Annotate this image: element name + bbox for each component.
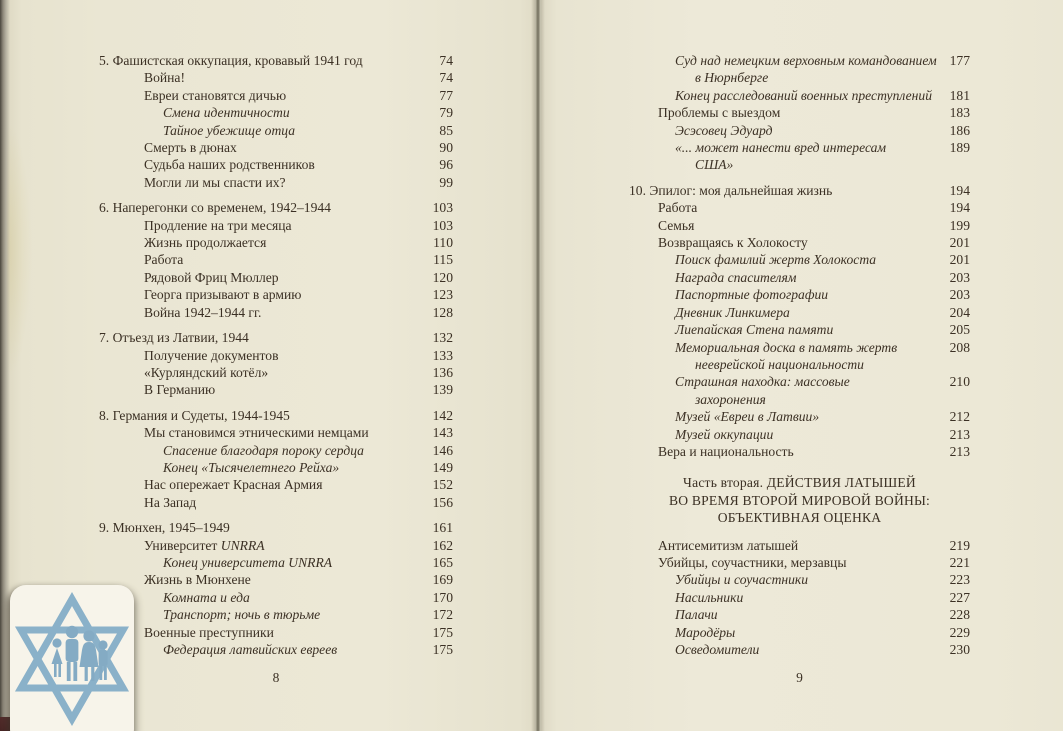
toc-entry-page-ref: 227 xyxy=(949,589,970,605)
toc-entry-title: Страшная находка: массовые xyxy=(675,374,850,390)
toc-entry-title: Лиепайская Стена памяти xyxy=(675,322,834,338)
toc-entry-row xyxy=(99,424,453,441)
page-edge-shadow xyxy=(0,0,10,731)
toc-entry-page-ref: 194 xyxy=(949,200,970,216)
part-heading xyxy=(629,474,970,526)
toc-entry-page-ref: 136 xyxy=(432,364,453,380)
toc-entry-title: 10. Эпилог: моя дальнейшая жизнь xyxy=(629,182,833,198)
toc-entry-row xyxy=(629,624,970,641)
toc-entry-title: 8. Германия и Судеты, 1944-1945 xyxy=(99,407,290,423)
toc-entry-title: В Германию xyxy=(144,382,216,398)
toc-entry-row xyxy=(629,408,970,425)
toc-entry-title: Мародёры xyxy=(675,624,736,640)
toc-entry-title: Убийцы, соучастники, мерзавцы xyxy=(658,554,847,570)
toc-entry-title: Смена идентичности xyxy=(163,105,290,121)
toc-entry-page-ref: 172 xyxy=(432,607,453,623)
part-heading-line: Часть вторая. ДЕЙСТВИЯ ЛАТЫШЕЙ xyxy=(683,475,916,491)
toc-left xyxy=(99,52,453,658)
toc-entry-row xyxy=(99,364,453,381)
toc-entry-page-ref: 199 xyxy=(949,217,970,233)
toc-entry-title: Жизнь в Мюнхене xyxy=(144,572,251,588)
toc-entry-title-line2: США» xyxy=(695,157,734,173)
toc-entry-title: Рядовой Фриц Мюллер xyxy=(144,269,279,285)
toc-entry-row xyxy=(629,269,970,286)
toc-entry-title: Война 1942–1944 гг. xyxy=(144,304,262,320)
toc-entry-page-ref: 156 xyxy=(432,494,453,510)
toc-entry-row xyxy=(99,122,453,139)
toc-entry-page-ref: 128 xyxy=(432,304,453,320)
toc-entry-row xyxy=(629,286,970,303)
toc-chapter-row xyxy=(99,199,453,216)
toc-entry-page-ref: 120 xyxy=(432,269,453,285)
toc-entry-row xyxy=(99,269,453,286)
toc-entry-row xyxy=(99,641,453,658)
toc-entry-title: Продление на три месяца xyxy=(144,217,292,233)
toc-entry-title: Федерация латвийских евреев xyxy=(163,642,338,657)
toc-entry-row xyxy=(629,217,970,234)
publisher-logo xyxy=(10,585,134,731)
toc-entry-page-ref: 223 xyxy=(949,572,970,588)
toc-entry-title-line2: захоронения xyxy=(695,391,766,407)
toc-entry-page-ref: 219 xyxy=(949,537,970,553)
toc-entry-page-ref: 152 xyxy=(432,477,453,493)
toc-entry-title: Проблемы с выездом xyxy=(658,105,781,121)
toc-entry-row xyxy=(629,104,970,121)
toc-entry-page-ref: 99 xyxy=(439,174,453,190)
toc-entry-title: Вера и национальность xyxy=(658,443,794,459)
toc-entry-title: Конец университета UNRRA xyxy=(163,554,333,570)
toc-entry-title: Убийцы и соучастники xyxy=(675,572,809,588)
toc-entry-page-ref: 133 xyxy=(432,347,453,363)
toc-entry-continuation xyxy=(629,69,970,86)
toc-entry-row xyxy=(99,571,453,588)
toc-entry-page-ref: 146 xyxy=(432,442,453,458)
toc-entry-page-ref: 204 xyxy=(949,304,970,320)
toc-entry-page-ref: 213 xyxy=(949,443,970,459)
toc-entry-page-ref: 169 xyxy=(432,572,453,588)
toc-entry-page-ref: 201 xyxy=(949,252,970,268)
toc-entry-row xyxy=(99,494,453,511)
toc-entry-row xyxy=(629,571,970,588)
toc-entry-row xyxy=(99,554,453,571)
toc-entry-title-line2: нееврейской национальности xyxy=(695,356,864,372)
toc-entry-title: Осведомители xyxy=(675,642,760,657)
toc-entry-title: Тайное убежище отца xyxy=(163,122,296,138)
toc-entry-title: Комната и еда xyxy=(163,589,250,605)
toc-entry-title: Возвращаясь к Холокосту xyxy=(658,235,808,251)
toc-chapter-row xyxy=(99,52,453,69)
toc-entry-row xyxy=(629,537,970,554)
toc-entry-title: Могли ли мы спасти их? xyxy=(144,174,286,190)
toc-entry-page-ref: 132 xyxy=(432,330,453,346)
toc-entry-title: Палачи xyxy=(675,607,718,623)
left-page-folio: 8 xyxy=(272,670,280,685)
toc-entry-title: На Запад xyxy=(144,494,197,510)
toc-entry-title: Работа xyxy=(144,252,184,268)
toc-entry-title: Музей «Евреи в Латвии» xyxy=(675,409,820,425)
toc-entry-title: Дневник Линкимера xyxy=(675,304,790,320)
toc-entry-page-ref: 142 xyxy=(432,407,453,423)
toc-entry-continuation xyxy=(629,156,970,173)
toc-entry-title: Мы становимся этническими немцами xyxy=(144,425,369,441)
toc-entry-row xyxy=(99,624,453,641)
toc-entry-row xyxy=(629,251,970,268)
toc-entry-title: «Курляндский котёл» xyxy=(144,364,269,380)
toc-entry-page-ref: 96 xyxy=(439,157,453,173)
toc-entry-title: Семья xyxy=(658,217,695,233)
toc-entry-row xyxy=(99,606,453,623)
toc-entry-page-ref: 85 xyxy=(439,122,453,138)
toc-entry-page-ref: 149 xyxy=(432,459,453,475)
toc-entry-row xyxy=(99,217,453,234)
toc-entry-row xyxy=(99,251,453,268)
toc-entry-title: 7. Отъезд из Латвии, 1944 xyxy=(99,330,249,346)
toc-entry-title: 9. Мюнхен, 1945–1949 xyxy=(99,520,230,536)
toc-entry-title: Нас опережает Красная Армия xyxy=(144,477,323,493)
toc-entry-row xyxy=(629,199,970,216)
toc-entry-title: Спасение благодаря пороку сердца xyxy=(163,442,364,458)
toc-chapter-row xyxy=(99,407,453,424)
toc-entry-page-ref: 194 xyxy=(949,182,970,198)
toc-entry-row xyxy=(629,339,970,356)
toc-entry-title: Конец «Тысячелетнего Рейха» xyxy=(163,459,340,475)
toc-entry-row xyxy=(629,641,970,658)
star-of-david-icon xyxy=(10,585,134,731)
toc-entry-page-ref: 230 xyxy=(949,642,970,657)
toc-entry-row xyxy=(99,304,453,321)
toc-entry-row xyxy=(629,87,970,104)
toc-chapter-row xyxy=(99,329,453,346)
toc-entry-row xyxy=(99,476,453,493)
toc-entry-title: Транспорт; ночь в тюрьме xyxy=(163,607,321,623)
right-page-folio: 9 xyxy=(796,670,803,685)
toc-entry-page-ref: 228 xyxy=(949,607,970,623)
toc-entry-page-ref: 203 xyxy=(949,269,970,285)
toc-entry-row xyxy=(99,537,453,554)
toc-entry-row xyxy=(629,443,970,460)
toc-entry-title: Получение документов xyxy=(144,347,279,363)
book-gutter xyxy=(531,0,545,731)
toc-entry-page-ref: 212 xyxy=(949,409,970,425)
toc-entry-row xyxy=(99,381,453,398)
toc-entry-row xyxy=(629,139,970,156)
toc-entry-page-ref: 165 xyxy=(432,554,453,570)
toc-entry-page-ref: 79 xyxy=(439,105,453,121)
toc-entry-title: Суд над немецким верховным командованием xyxy=(675,53,937,68)
toc-entry-title: Смерть в дюнах xyxy=(144,140,237,156)
toc-entry-title: Война! xyxy=(144,70,185,86)
toc-entry-page-ref: 162 xyxy=(432,537,453,553)
toc-chapter-row xyxy=(99,519,453,536)
toc-right xyxy=(629,52,970,658)
toc-entry-page-ref: 229 xyxy=(949,624,970,640)
toc-entry-title-line2: в Нюрнберге xyxy=(695,70,769,86)
toc-entry-page-ref: 74 xyxy=(439,70,453,86)
toc-entry-row xyxy=(99,442,453,459)
toc-entry-title: Музей оккупации xyxy=(675,426,774,442)
toc-entry-page-ref: 183 xyxy=(949,105,970,121)
toc-entry-row xyxy=(99,589,453,606)
toc-entry-row xyxy=(629,554,970,571)
part-heading-line: ВО ВРЕМЯ ВТОРОЙ МИРОВОЙ ВОЙНЫ: xyxy=(668,492,931,508)
toc-entry-title: 5. Фашистская оккупация, кровавый 1941 год xyxy=(99,53,363,68)
toc-entry-title: Насильники xyxy=(675,589,744,605)
toc-entry-page-ref: 208 xyxy=(949,339,970,355)
toc-entry-page-ref: 210 xyxy=(949,374,970,390)
toc-entry-page-ref: 177 xyxy=(949,53,970,68)
toc-entry-page-ref: 103 xyxy=(432,200,453,216)
toc-entry-continuation xyxy=(629,391,970,408)
toc-entry-row xyxy=(99,104,453,121)
toc-entry-page-ref: 175 xyxy=(432,624,453,640)
toc-entry-page-ref: 103 xyxy=(432,217,453,233)
toc-entry-title: Поиск фамилий жертв Холокоста xyxy=(675,252,877,268)
toc-entry-row xyxy=(99,347,453,364)
toc-entry-row xyxy=(629,606,970,623)
toc-entry-row xyxy=(629,589,970,606)
toc-entry-row xyxy=(629,52,970,69)
toc-entry-row xyxy=(99,139,453,156)
toc-entry-page-ref: 221 xyxy=(949,554,970,570)
toc-entry-page-ref: 115 xyxy=(433,252,453,268)
toc-entry-row xyxy=(99,87,453,104)
toc-entry-title: Награда спасителям xyxy=(675,269,797,285)
toc-entry-page-ref: 186 xyxy=(949,122,970,138)
toc-entry-title: Жизнь продолжается xyxy=(144,235,267,251)
toc-entry-page-ref: 189 xyxy=(949,140,970,156)
toc-entry-title: Паспортные фотографии xyxy=(675,287,829,303)
toc-entry-row xyxy=(629,426,970,443)
toc-entry-title: Эсэсовец Эдуард xyxy=(675,122,773,138)
toc-chapter-row xyxy=(629,182,970,199)
toc-entry-title: Университет UNRRA xyxy=(144,537,265,553)
toc-entry-page-ref: 181 xyxy=(949,87,970,103)
toc-entry-row xyxy=(629,304,970,321)
toc-entry-page-ref: 139 xyxy=(432,382,453,398)
toc-entry-row xyxy=(99,174,453,191)
toc-entry-title: Мемориальная доска в память жертв xyxy=(675,339,898,355)
part-heading-line: ОБЪЕКТИВНАЯ ОЦЕНКА xyxy=(717,510,882,526)
toc-entry-row xyxy=(99,459,453,476)
toc-entry-row xyxy=(629,234,970,251)
toc-entry-title: «... может нанести вред интересам xyxy=(675,140,887,156)
toc-entry-page-ref: 77 xyxy=(439,87,453,103)
toc-entry-title: Конец расследований военных преступлений xyxy=(675,87,933,103)
toc-entry-page-ref: 175 xyxy=(432,642,453,657)
toc-entry-title: Евреи становятся дичью xyxy=(144,87,287,103)
toc-entry-page-ref: 90 xyxy=(439,140,453,156)
toc-entry-page-ref: 170 xyxy=(432,589,453,605)
toc-entry-row xyxy=(629,373,970,390)
toc-entry-row xyxy=(99,286,453,303)
toc-entry-title: Военные преступники xyxy=(144,624,274,640)
toc-entry-page-ref: 201 xyxy=(949,235,970,251)
right-page xyxy=(541,0,1063,731)
toc-entry-row xyxy=(629,321,970,338)
toc-entry-continuation xyxy=(629,356,970,373)
toc-entry-title: 6. Наперегонки со временем, 1942–1944 xyxy=(99,200,331,216)
toc-entry-page-ref: 161 xyxy=(432,520,453,536)
toc-entry-page-ref: 110 xyxy=(433,235,453,251)
toc-entry-row xyxy=(99,234,453,251)
toc-entry-title: Судьба наших родственников xyxy=(144,157,315,173)
toc-entry-page-ref: 205 xyxy=(949,322,970,338)
toc-entry-title: Георга призывают в армию xyxy=(144,287,302,303)
toc-entry-page-ref: 123 xyxy=(432,287,453,303)
toc-entry-page-ref: 143 xyxy=(432,425,453,441)
toc-entry-title: Работа xyxy=(658,200,698,216)
toc-entry-page-ref: 74 xyxy=(439,53,453,68)
toc-entry-title: Антисемитизм латышей xyxy=(658,537,799,553)
toc-entry-row xyxy=(629,122,970,139)
toc-entry-row xyxy=(99,69,453,86)
toc-entry-page-ref: 213 xyxy=(949,426,970,442)
toc-entry-page-ref: 203 xyxy=(949,287,970,303)
toc-entry-row xyxy=(99,156,453,173)
